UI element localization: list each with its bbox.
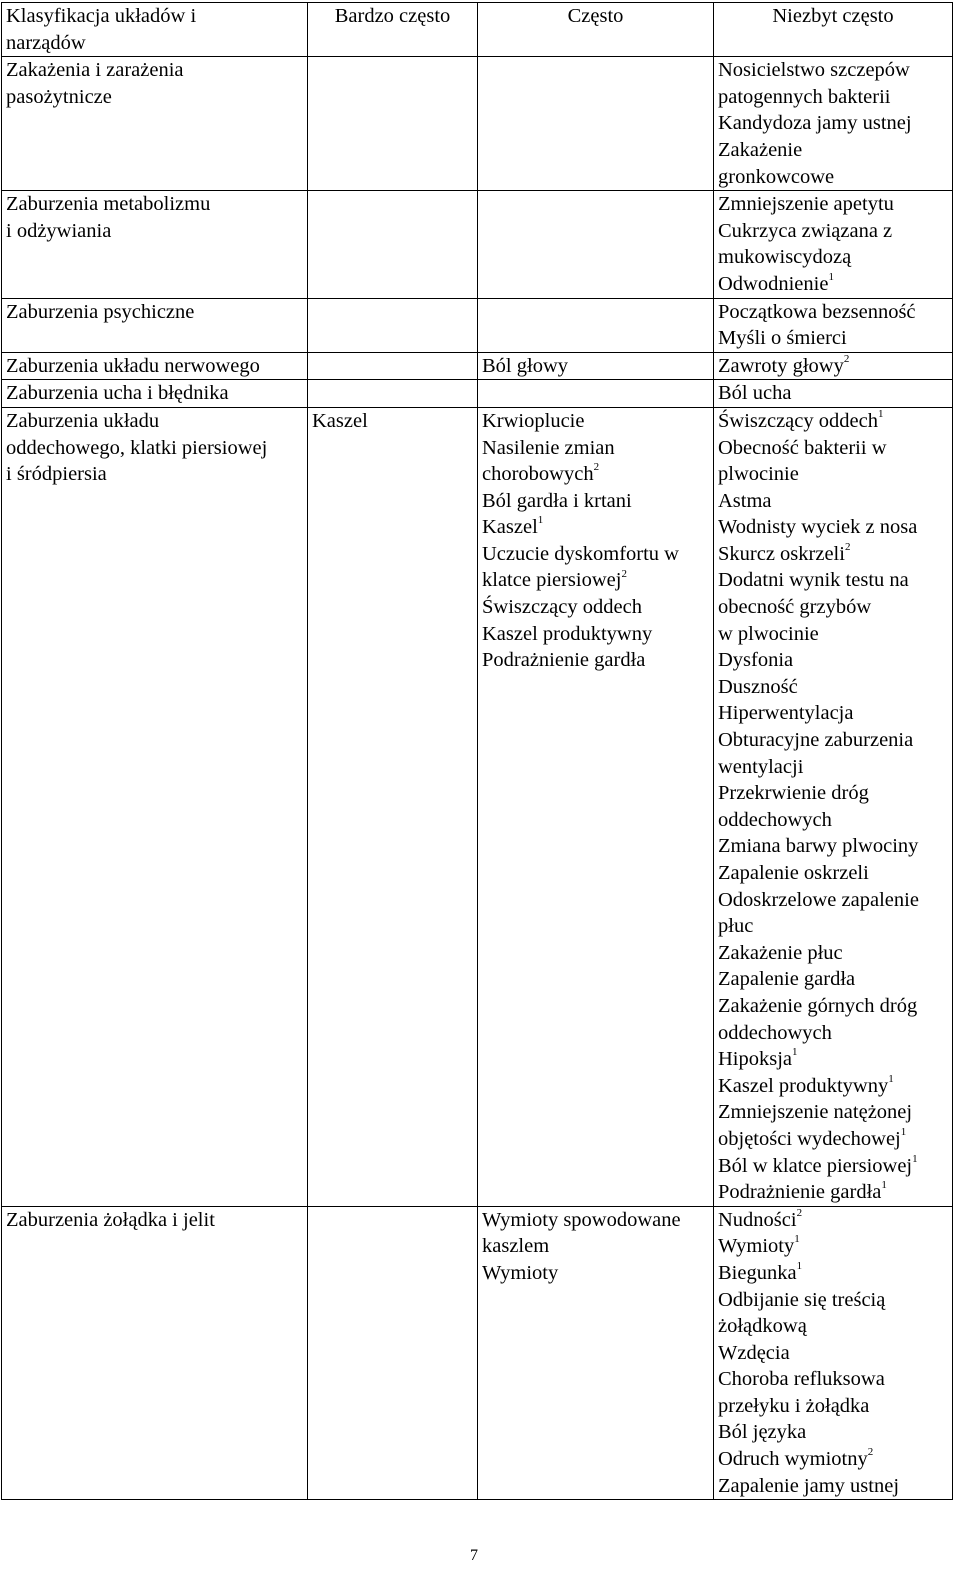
- cell-line: Kandydoza jamy ustnej: [718, 112, 912, 135]
- cell-line: Zapalenie oskrzeli: [718, 862, 869, 884]
- header-organ-class: [2, 3, 308, 57]
- footnote-marker: 1: [828, 271, 834, 284]
- cell-line: Ból gardła i krtani: [482, 489, 632, 512]
- cell-line: Cukrzyca związana z: [718, 219, 893, 242]
- uncommon-cell: [714, 57, 953, 191]
- footnote-marker: 2: [844, 541, 851, 554]
- organ-class-cell: [2, 352, 308, 380]
- footnote-marker: 1: [877, 408, 884, 421]
- cell-line: Świszczący oddech: [482, 596, 642, 619]
- common-cell: [478, 380, 714, 408]
- cell-line: Zaburzenia układu nerwowego: [6, 354, 260, 377]
- common-cell: [478, 352, 714, 380]
- footnote-marker: 2: [843, 352, 850, 365]
- cell-line: pasożytnicze: [6, 85, 112, 108]
- common-cell: [478, 407, 714, 1206]
- adverse-reactions-table: [1, 2, 953, 1500]
- header-organ-class-label: Klasyfikacja układów i narządów: [6, 5, 197, 54]
- cell-line: Zaburzenia żołądka i jelit: [6, 1208, 215, 1231]
- cell-line: kaszlem: [482, 1235, 550, 1258]
- page-number: 7: [470, 1547, 478, 1564]
- common-cell: [478, 298, 714, 352]
- cell-line: przełyku i żołądka: [718, 1394, 870, 1417]
- cell-line: Zmiana barwy plwociny: [718, 835, 919, 858]
- cell-line: mukowiscydozą: [718, 246, 852, 269]
- cell-line: Ból w klatce piersiowej$^1$: [718, 1152, 918, 1177]
- uncommon-cell: [714, 352, 953, 380]
- organ-class-cell: [2, 1206, 308, 1500]
- cell-line: Ból języka: [718, 1421, 807, 1444]
- very-common-cell: [308, 191, 478, 298]
- cell-line: Odoskrzelowe zapalenie: [718, 888, 919, 911]
- common-cell: [478, 191, 714, 298]
- uncommon-cell: [714, 380, 953, 408]
- cell-line: plwocinie: [718, 463, 799, 486]
- cell-line: Zmniejszenie apetytu: [718, 193, 894, 216]
- very-common-cell: [308, 407, 478, 1206]
- very-common-cell: [308, 1206, 478, 1500]
- uncommon-cell: [714, 407, 953, 1206]
- cell-line: płuc: [718, 915, 754, 938]
- organ-class-cell: [2, 407, 308, 1206]
- cell-line: oddechowego, klatki piersiowej: [6, 436, 268, 459]
- cell-line: Dodatni wynik testu na: [718, 569, 909, 592]
- cell-line: Zmniejszenie natężonej: [718, 1101, 913, 1124]
- cell-line: wentylacji: [718, 755, 804, 778]
- footnote-marker: 2: [796, 1206, 803, 1219]
- cell-line: Odbijanie się treścią: [718, 1288, 886, 1311]
- cell-line: chorobowych$^2$: [482, 461, 600, 486]
- table-row: [2, 298, 953, 352]
- footnote-marker: 2: [867, 1446, 874, 1459]
- cell-line: gronkowcowe: [718, 165, 835, 188]
- cell-line: Wymioty spowodowane: [482, 1208, 681, 1231]
- very-common-cell: [308, 380, 478, 408]
- very-common-cell: [308, 298, 478, 352]
- uncommon-cell: [714, 191, 953, 298]
- table-header-row: [2, 3, 953, 57]
- cell-line: klatce piersiowej$^2$: [482, 567, 627, 592]
- cell-line: Zaburzenia psychiczne: [6, 300, 195, 323]
- cell-line: i śródpiersia: [6, 463, 107, 486]
- cell-line: Obturacyjne zaburzenia: [718, 729, 914, 752]
- cell-line: objętości wydechowej$^1$: [718, 1126, 907, 1150]
- cell-line: Uczucie dyskomfortu w: [482, 542, 679, 565]
- header-uncommon-label: Niezbyt często: [772, 5, 894, 27]
- footnote-marker: 1: [794, 1233, 800, 1246]
- cell-line: i odżywiania: [6, 219, 112, 242]
- organ-class-cell: [2, 298, 308, 352]
- footnote-marker: 2: [621, 567, 627, 580]
- cell-line: Zapalenie gardła: [718, 968, 856, 991]
- cell-line: Wymioty: [482, 1261, 559, 1284]
- cell-line: Zawroty głowy$^2$: [718, 352, 850, 377]
- cell-line: Wodnisty wyciek z nosa: [718, 516, 918, 539]
- cell-line: Hiperwentylacja: [718, 702, 854, 725]
- cell-line: Początkowa bezsenność: [718, 300, 916, 323]
- cell-line: Zaburzenia ucha i błędnika: [6, 382, 229, 405]
- cell-line: Myśli o śmierci: [718, 327, 847, 350]
- cell-line: Odwodnienie$^1$: [718, 271, 834, 295]
- uncommon-cell: [714, 1206, 953, 1500]
- cell-line: Zapalenie jamy ustnej: [718, 1474, 900, 1497]
- cell-line: Zakażenie: [718, 138, 803, 161]
- cell-line: Ból głowy: [482, 354, 568, 377]
- cell-line: Kaszel produktywny: [482, 622, 653, 645]
- header-common: [478, 3, 714, 57]
- cell-line: Zakażenie górnych dróg: [718, 994, 918, 1017]
- cell-line: Duszność: [718, 675, 798, 698]
- table-row: [2, 1206, 953, 1500]
- very-common-cell: [308, 352, 478, 380]
- cell-line: w plwocinie: [718, 622, 819, 645]
- cell-line: Nosicielstwo szczepów: [718, 59, 910, 82]
- header-very-common: [308, 3, 478, 57]
- cell-line: Astma: [718, 489, 772, 512]
- cell-line: Świszczący oddech$^1$: [718, 408, 884, 432]
- cell-line: Choroba refluksowa: [718, 1368, 885, 1391]
- footnote-marker: 1: [912, 1152, 918, 1165]
- footnote-marker: 2: [593, 461, 600, 474]
- cell-line: Wzdęcia: [718, 1341, 790, 1364]
- cell-line: Podrażnienie gardła: [482, 649, 646, 672]
- cell-line: Hipoksja$^1$: [718, 1046, 798, 1071]
- organ-class-cell: [2, 380, 308, 408]
- table-row: [2, 407, 953, 1206]
- cell-line: Wymioty$^1$: [718, 1233, 800, 1258]
- cell-line: Kaszel: [312, 409, 368, 432]
- cell-line: Zaburzenia układu: [6, 409, 160, 432]
- footnote-marker: 1: [792, 1046, 798, 1059]
- cell-line: Krwioplucie: [482, 409, 585, 432]
- cell-line: patogennych bakterii: [718, 85, 891, 108]
- table-body: [2, 3, 953, 1500]
- footnote-marker: 1: [537, 514, 544, 527]
- cell-line: Podrażnienie gardła$^1$: [718, 1179, 887, 1204]
- header-very-common-label: Bardzo często: [334, 5, 451, 27]
- cell-line: żołądkową: [718, 1315, 807, 1338]
- cell-line: Zakażenie płuc: [718, 941, 843, 964]
- cell-line: Ból ucha: [718, 382, 792, 405]
- cell-line: Nasilenie zmian: [482, 436, 615, 459]
- table-row: [2, 57, 953, 191]
- cell-line: Zakażenia i zarażenia: [6, 59, 184, 82]
- cell-line: Przekrwienie dróg: [718, 782, 869, 805]
- uncommon-cell: [714, 298, 953, 352]
- cell-line: Skurcz oskrzeli$^2$: [718, 541, 851, 565]
- cell-line: Kaszel produktywny$^1$: [718, 1072, 894, 1097]
- cell-line: Kaszel$^1$: [482, 514, 544, 539]
- cell-line: obecność grzybów: [718, 596, 872, 619]
- cell-line: Biegunka$^1$: [718, 1260, 803, 1284]
- organ-class-cell: [2, 191, 308, 298]
- cell-line: Dysfonia: [718, 649, 794, 672]
- cell-line: oddechowych: [718, 808, 832, 831]
- cell-line: oddechowych: [718, 1021, 832, 1044]
- footnote-marker: 1: [796, 1260, 803, 1273]
- table-row: [2, 191, 953, 298]
- table-row: [2, 352, 953, 380]
- header-common-label: Często: [567, 5, 624, 27]
- table-row: [2, 380, 953, 408]
- common-cell: [478, 1206, 714, 1500]
- footnote-marker: 1: [888, 1072, 894, 1085]
- organ-class-cell: [2, 57, 308, 191]
- footnote-marker: 1: [881, 1179, 887, 1192]
- cell-line: Zaburzenia metabolizmu: [6, 193, 211, 216]
- header-uncommon: [714, 3, 953, 57]
- very-common-cell: [308, 57, 478, 191]
- cell-line: Nudności$^2$: [718, 1206, 803, 1231]
- footnote-marker: 1: [900, 1126, 907, 1139]
- cell-line: Odruch wymiotny$^2$: [718, 1446, 874, 1471]
- cell-line: Obecność bakterii w: [718, 436, 887, 459]
- common-cell: [478, 57, 714, 191]
